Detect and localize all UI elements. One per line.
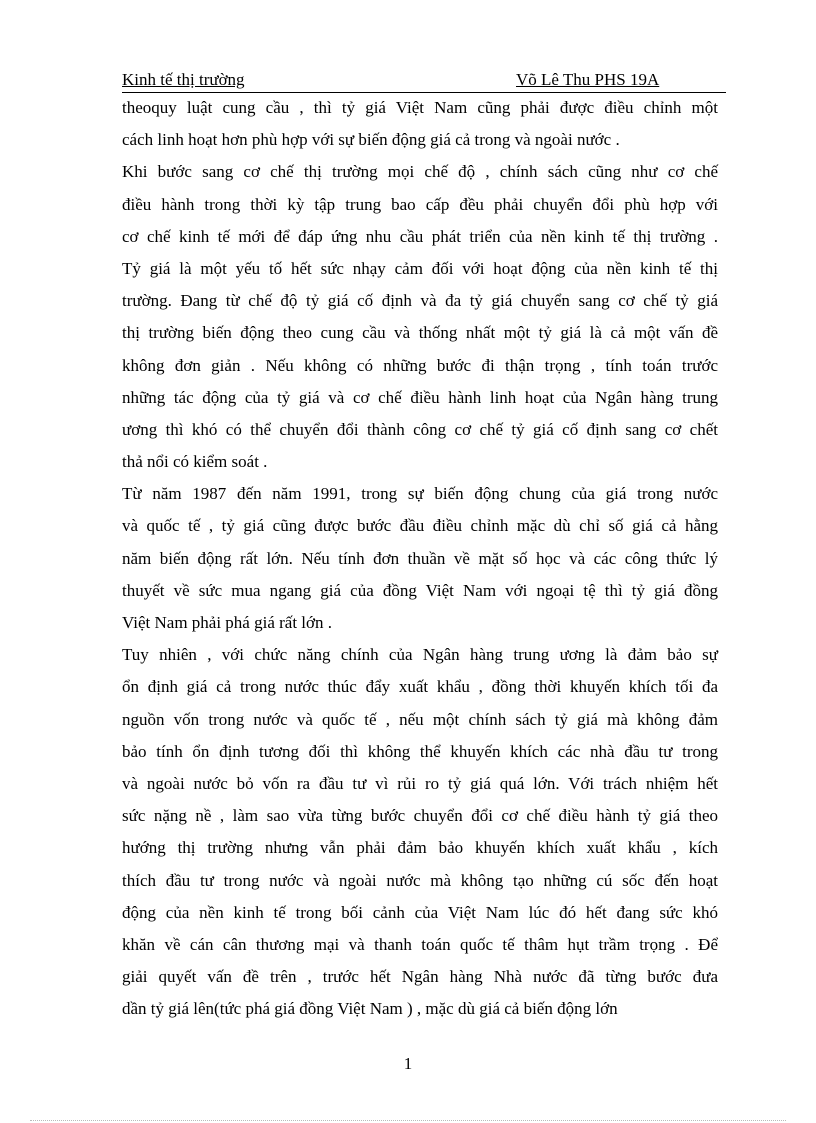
- text-line: thả nổi có kiểm soát .: [122, 452, 268, 472]
- text-line: ương thì khó có thể chuyển đổi thành công cơ chế tỷ giá cố định sang cơ chết: [122, 419, 718, 439]
- text-line: những tác động của tỷ giá và cơ chế điều hành linh hoạt của Ngân hàng trung: [122, 387, 718, 407]
- text-line: điều hành trong thời kỳ tập trung bao cấp đều phải chuyển đổi phù hợp với: [122, 194, 718, 214]
- header-subject: Kinh tế thị trường: [122, 70, 245, 89]
- text-line: năm biến động rất lớn. Nếu tính đơn thuần về mặt số học và các công thức lý: [122, 548, 718, 568]
- text-line: dần tỷ giá lên(tức phá giá đồng Việt Nam ) , mặc dù giá cả biến động lớn: [122, 999, 618, 1019]
- text-line: bảo tính ổn định tương đối thì không thể khuyến khích các nhà đầu tư trong: [122, 741, 718, 761]
- text-line: cơ chế kinh tế mới để đáp ứng nhu cầu phát triển của nền kinh tế thị trường .: [122, 226, 718, 246]
- text-line: động của nền kinh tế trong bối cảnh của Việt Nam lúc đó hết đang sức khó: [122, 902, 718, 922]
- page-bottom-divider: [30, 1120, 786, 1121]
- text-line: cách linh hoạt hơn phù hợp với sự biến động giá cả trong và ngoài nước .: [122, 130, 620, 150]
- text-line: Từ năm 1987 đến năm 1991, trong sự biến động chung của giá trong nước: [122, 484, 718, 504]
- text-line: không đơn giản . Nếu không có những bước đi thận trọng , tính toán trước: [122, 355, 718, 375]
- text-line: thuyết về sức mua ngang giá của đồng Việt Nam với ngoại tệ thì tỷ giá đồng: [122, 580, 718, 600]
- text-line: sức nặng nề , làm sao vừa từng bước chuyển đổi cơ chế điều hành tỷ giá theo: [122, 806, 718, 826]
- page-number: 1: [403, 1054, 413, 1073]
- text-line: thích đầu tư trong nước và ngoài nước mà không tạo những cú sốc đến hoạt: [122, 870, 718, 890]
- text-line: Việt Nam phải phá giá rất lớn .: [122, 613, 333, 632]
- page-header: [122, 70, 726, 93]
- text-line: Tuy nhiên , với chức năng chính của Ngân hàng trung ương là đảm bảo sự: [122, 645, 718, 665]
- text-line: thị trường biến động theo cung cầu và thống nhất một tỷ giá là cả một vấn đề: [122, 323, 718, 343]
- text-line: khăn về cán cân thương mại và thanh toán quốc tế thâm hụt trầm trọng . Để: [122, 934, 718, 954]
- text-line: và quốc tế , tỷ giá cũng được bước đầu điều chỉnh mặc dù chỉ số giá cả hằng: [122, 516, 718, 536]
- text-line: hướng thị trường nhưng vẫn phải đảm bảo khuyến khích xuất khẩu , kích: [122, 838, 718, 858]
- text-line: nguồn vốn trong nước và quốc tế , nếu một chính sách tỷ giá mà không đảm: [122, 709, 718, 729]
- text-line: ổn định giá cả trong nước thúc đẩy xuất khẩu , đồng thời khuyến khích tối đa: [122, 677, 718, 697]
- text-line: trường. Đang từ chế độ tỷ giá cố định và đa tỷ giá chuyển sang cơ chế tỷ giá: [122, 291, 718, 311]
- text-line: theoquy luật cung cầu , thì tỷ giá Việt Nam cũng phải được điều chỉnh một: [122, 98, 718, 117]
- text-line: và ngoài nước bỏ vốn ra đầu tư vì rủi ro tỷ giá quá lớn. Với trách nhiệm hết: [122, 773, 718, 793]
- text-line: Tỷ giá là một yếu tố hết sức nhạy cảm đối với hoạt động của nền kinh tế thị: [122, 258, 718, 278]
- text-line: Khi bước sang cơ chế thị trường mọi chế độ , chính sách cũng như cơ chế: [122, 162, 718, 182]
- document-body: [122, 92, 718, 1025]
- text-line: giải quyết vấn đề trên , trước hết Ngân hàng Nhà nước đã từng bước đưa: [122, 967, 718, 987]
- header-author: Võ Lê Thu PHS 19A: [516, 70, 660, 89]
